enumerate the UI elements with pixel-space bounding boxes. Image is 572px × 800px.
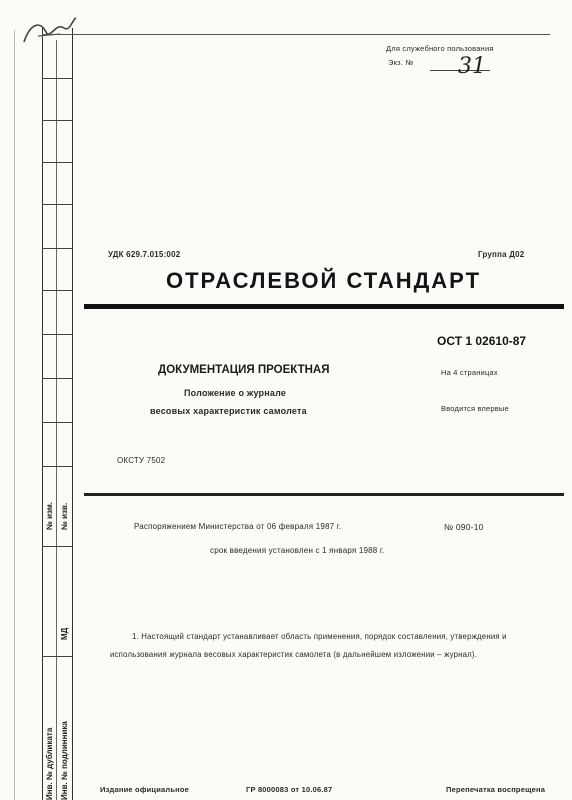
okstu-code: ОКСТУ 7502 — [117, 456, 166, 465]
margin-label-notice-no: № изв. — [60, 502, 69, 530]
margin-cell — [42, 290, 72, 335]
pages-note: На 4 страницах — [441, 368, 498, 377]
margin-cell — [42, 422, 72, 467]
effective-date: срок введения установлен с 1 января 1988 г. — [210, 546, 385, 555]
section-rule — [84, 493, 564, 496]
corner-scribble-mark — [20, 14, 80, 50]
margin-cell — [42, 378, 72, 423]
footer-reprint-prohibited: Перепечатка воспрещена — [446, 785, 546, 794]
margin-outer-line — [14, 30, 15, 800]
margin-label-duplicate-inv: Инв. № дубликата — [45, 727, 54, 800]
margin-cell — [42, 334, 72, 379]
page-top-border — [42, 34, 550, 35]
margin-cell — [42, 546, 72, 657]
margin-cell — [42, 162, 72, 205]
footer-official-edition: Издание официальное — [100, 785, 190, 794]
copy-number: 31 — [458, 54, 486, 79]
margin-cell — [42, 120, 72, 163]
body-paragraph: 1. Настоящий стандарт устанавливает область применения, порядок составления, утверждения и использования журнала весовых характеристик самолета (в дальнейшем изложении – журнал). — [110, 632, 507, 659]
doc-title-line2: Положение о журнале — [184, 388, 287, 398]
page-title: ОТРАСЛЕВОЙ СТАНДАРТ — [166, 268, 482, 293]
margin-cell — [42, 204, 72, 249]
standard-number: ОСТ 1 02610-87 — [437, 334, 527, 348]
margin-cell — [42, 78, 72, 121]
margin-label-original-inv: Инв. № подлинника — [60, 721, 69, 800]
doc-title-line1: ДОКУМЕНТАЦИЯ ПРОЕКТНАЯ — [158, 364, 330, 376]
footer-registration: ГР 8000083 от 10.06.87 — [246, 785, 333, 794]
decree-text: Распоряжением Министерства от 06 февраля 1987 г. — [134, 522, 342, 531]
margin-label-change-no: № изм. — [45, 502, 54, 530]
doc-title-line3: весовых характеристик самолета — [150, 406, 307, 416]
margin-cell — [42, 248, 72, 291]
first-introduction-note: Вводится впервые — [441, 404, 509, 413]
margin-label-md: МД — [60, 627, 69, 640]
copy-label: Экз. № — [388, 58, 414, 67]
margin-frame-right — [72, 28, 73, 800]
service-note: Для служебного пользования — [386, 44, 494, 53]
udc-code: УДК 629.7.015:002 — [108, 250, 181, 259]
group-code: Группа Д02 — [478, 250, 525, 259]
title-thick-rule — [84, 304, 564, 309]
decree-number: № 090-10 — [444, 522, 484, 532]
